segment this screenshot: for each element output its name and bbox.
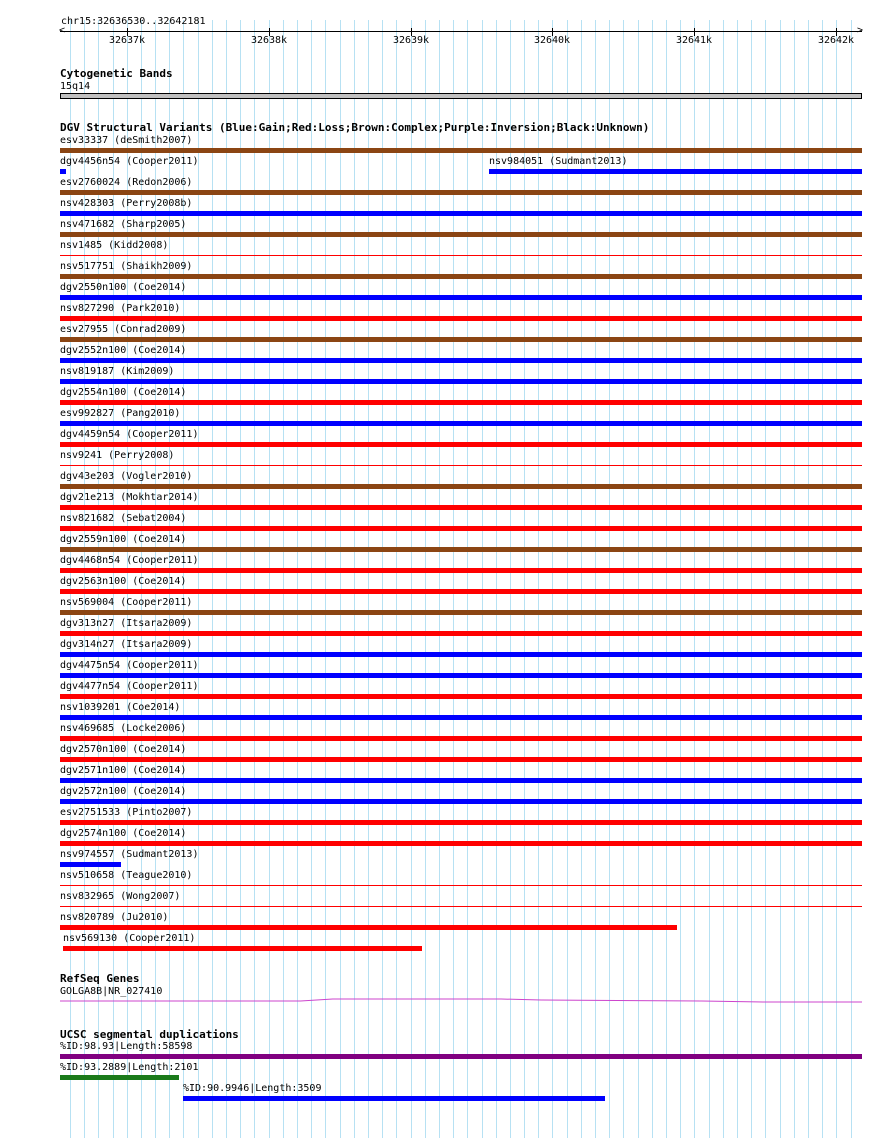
cyto-track-title: Cytogenetic Bands: [60, 67, 173, 80]
dgv-variant-bar[interactable]: [60, 862, 121, 867]
gridline: [482, 20, 483, 1138]
gridline: [425, 20, 426, 1138]
dgv-variant-bar[interactable]: [60, 421, 862, 426]
gridline: [652, 20, 653, 1138]
dgv-variant-bar[interactable]: [60, 631, 862, 636]
dgv-variant-label[interactable]: dgv21e213 (Mokhtar2014): [60, 492, 199, 503]
gridline: [552, 20, 553, 1138]
dgv-variant-label[interactable]: nsv569004 (Cooper2011): [60, 597, 193, 608]
dgv-variant-label[interactable]: dgv4456n54 (Cooper2011): [60, 156, 199, 167]
ruler-right-arrow: >: [857, 25, 864, 36]
dgv-variant-bar[interactable]: [60, 736, 862, 741]
dgv-variant-label[interactable]: nsv820789 (Ju2010): [60, 912, 169, 923]
cyto-band-label: 15q14: [60, 81, 91, 92]
segdup-bar[interactable]: [183, 1096, 605, 1101]
gridline: [212, 20, 213, 1138]
dgv-variant-bar[interactable]: [60, 400, 862, 405]
dgv-variant-bar[interactable]: [60, 465, 862, 466]
dgv-variant-bar[interactable]: [60, 694, 862, 699]
gridline: [709, 20, 710, 1138]
gridline: [765, 20, 766, 1138]
gridline: [325, 20, 326, 1138]
segdup-label[interactable]: %ID:90.9946|Length:3509: [183, 1083, 322, 1094]
gridline: [269, 20, 270, 1138]
gridline: [198, 20, 199, 1138]
dgv-variant-bar[interactable]: [60, 673, 862, 678]
dgv-variant-label[interactable]: dgv2574n100 (Coe2014): [60, 828, 187, 839]
gridline: [283, 20, 284, 1138]
dgv-variant-bar[interactable]: [60, 148, 862, 153]
gridline: [666, 20, 667, 1138]
dgv-variant-label[interactable]: dgv2554n100 (Coe2014): [60, 387, 187, 398]
gridline: [737, 20, 738, 1138]
dgv-variant-bar[interactable]: [60, 652, 862, 657]
dgv-variant-label[interactable]: dgv4468n54 (Cooper2011): [60, 555, 199, 566]
refseq-gene-label[interactable]: GOLGA8B|NR_027410: [60, 986, 163, 997]
gridline: [595, 20, 596, 1138]
gridline: [354, 20, 355, 1138]
dgv-variant-bar[interactable]: [60, 820, 862, 825]
dgv-variant-label[interactable]: dgv314n27 (Itsara2009): [60, 639, 193, 650]
dgv-variant-bar[interactable]: [60, 442, 862, 447]
ruler-left-arrow: <: [59, 25, 66, 36]
refseq-gene-line[interactable]: [0, 994, 890, 1006]
dgv-variant-label[interactable]: nsv510658 (Teague2010): [60, 870, 193, 881]
dgv-variant-label[interactable]: dgv4459n54 (Cooper2011): [60, 429, 199, 440]
segdup-label[interactable]: %ID:98.93|Length:58598: [60, 1041, 193, 1052]
dgv-variant-bar[interactable]: [60, 925, 677, 930]
gridline: [254, 20, 255, 1138]
gridline: [851, 20, 852, 1138]
gridline: [510, 20, 511, 1138]
dgv-variant-bar[interactable]: [60, 715, 862, 720]
gridline: [368, 20, 369, 1138]
ruler-tick-label: 32642k: [817, 35, 855, 46]
ruler-tick-label: 32638k: [250, 35, 288, 46]
gridline: [836, 20, 837, 1138]
dgv-variant-bar[interactable]: [60, 505, 862, 510]
dgv-variant-label[interactable]: esv2751533 (Pinto2007): [60, 807, 193, 818]
dgv-variant-bar[interactable]: [60, 358, 862, 363]
dgv-variant-bar[interactable]: [60, 316, 862, 321]
gridline: [780, 20, 781, 1138]
segdup-label[interactable]: %ID:93.2889|Length:2101: [60, 1062, 199, 1073]
gridline: [609, 20, 610, 1138]
dgv-variant-bar[interactable]: [60, 232, 862, 237]
segdup-bar[interactable]: [60, 1075, 179, 1080]
refseq-track-title: RefSeq Genes: [60, 972, 140, 985]
gridline: [623, 20, 624, 1138]
dgv-variant-label[interactable]: dgv2563n100 (Coe2014): [60, 576, 187, 587]
gridline: [240, 20, 241, 1138]
dgv-variant-bar[interactable]: [60, 799, 862, 804]
gridline: [226, 20, 227, 1138]
dgv-variant-bar[interactable]: [60, 547, 862, 552]
gridline: [340, 20, 341, 1138]
dgv-variant-bar[interactable]: [60, 778, 862, 783]
segdup-bar[interactable]: [60, 1054, 862, 1059]
dgv-variant-bar[interactable]: [60, 190, 862, 195]
dgv-variant-bar[interactable]: [60, 295, 862, 300]
dgv-variant-label[interactable]: nsv827290 (Park2010): [60, 303, 181, 314]
gridline: [794, 20, 795, 1138]
dgv-variant-label[interactable]: dgv4475n54 (Cooper2011): [60, 660, 199, 671]
segdup-track-title: UCSC segmental duplications: [60, 1028, 239, 1041]
gridline: [694, 20, 695, 1138]
gridline: [467, 20, 468, 1138]
dgv-variant-bar[interactable]: [60, 379, 862, 384]
gridline: [524, 20, 525, 1138]
gridline: [453, 20, 454, 1138]
dgv-variant-label[interactable]: dgv4477n54 (Cooper2011): [60, 681, 199, 692]
gridline: [638, 20, 639, 1138]
dgv-variant-label[interactable]: esv992827 (Pang2010): [60, 408, 181, 419]
gridline: [382, 20, 383, 1138]
gridline: [567, 20, 568, 1138]
dgv-variant-label[interactable]: esv27955 (Conrad2009): [60, 324, 187, 335]
dgv-variant-bar[interactable]: [60, 526, 862, 531]
gridline: [297, 20, 298, 1138]
dgv-variant-label[interactable]: dgv2572n100 (Coe2014): [60, 786, 187, 797]
dgv-variant-bar[interactable]: [60, 589, 862, 594]
gridline: [538, 20, 539, 1138]
dgv-variant-bar[interactable]: [60, 255, 862, 256]
gridline: [751, 20, 752, 1138]
dgv-variant-label[interactable]: esv33337 (deSmith2007): [60, 135, 193, 146]
dgv-variant-label[interactable]: nsv569130 (Cooper2011): [63, 933, 196, 944]
dgv-variant-label[interactable]: nsv819187 (Kim2009): [60, 366, 175, 377]
dgv-variant-label[interactable]: dgv2570n100 (Coe2014): [60, 744, 187, 755]
dgv-variant-label[interactable]: esv2760024 (Redon2006): [60, 177, 193, 188]
dgv-variant-bar[interactable]: [60, 841, 862, 846]
dgv-track-title: DGV Structural Variants (Blue:Gain;Red:Loss;Brown:Complex;Purple:Inversion;Black:Unknown): [60, 121, 650, 134]
gridline: [396, 20, 397, 1138]
gridline: [581, 20, 582, 1138]
dgv-variant-bar[interactable]: [60, 211, 862, 216]
gridline: [822, 20, 823, 1138]
dgv-variant-label[interactable]: dgv313n27 (Itsara2009): [60, 618, 193, 629]
dgv-variant-label[interactable]: nsv428303 (Perry2008b): [60, 198, 193, 209]
dgv-variant-bar[interactable]: [60, 757, 862, 762]
dgv-variant-label[interactable]: dgv2552n100 (Coe2014): [60, 345, 187, 356]
dgv-variant-label[interactable]: nsv9241 (Perry2008): [60, 450, 175, 461]
dgv-variant-label[interactable]: dgv2559n100 (Coe2014): [60, 534, 187, 545]
gridline: [411, 20, 412, 1138]
dgv-variant-label[interactable]: nsv469685 (Locke2006): [60, 723, 187, 734]
dgv-variant-bar[interactable]: [60, 568, 862, 573]
dgv-variant-bar[interactable]: [60, 906, 862, 907]
dgv-variant-bar[interactable]: [60, 337, 862, 342]
dgv-variant-label[interactable]: nsv832965 (Wong2007): [60, 891, 181, 902]
ruler-tick-label: 32639k: [392, 35, 430, 46]
dgv-variant-label[interactable]: nsv984051 (Sudmant2013): [489, 156, 628, 167]
cyto-band[interactable]: [60, 93, 862, 99]
ruler-tick-label: 32640k: [533, 35, 571, 46]
gridline: [808, 20, 809, 1138]
dgv-variant-label[interactable]: dgv2571n100 (Coe2014): [60, 765, 187, 776]
dgv-variant-label[interactable]: dgv43e203 (Vogler2010): [60, 471, 193, 482]
ruler-tick-label: 32641k: [675, 35, 713, 46]
gridline: [723, 20, 724, 1138]
dgv-variant-label[interactable]: nsv821682 (Sebat2004): [60, 513, 187, 524]
dgv-variant-bar[interactable]: [60, 885, 862, 886]
gridline: [439, 20, 440, 1138]
dgv-variant-bar[interactable]: [60, 484, 862, 489]
ruler-tick-label: 32637k: [108, 35, 146, 46]
dgv-variant-bar[interactable]: [60, 274, 862, 279]
gridline: [496, 20, 497, 1138]
dgv-variant-label[interactable]: nsv974557 (Sudmant2013): [60, 849, 199, 860]
gridline: [311, 20, 312, 1138]
dgv-variant-bar[interactable]: [60, 169, 66, 174]
dgv-variant-bar[interactable]: [63, 946, 422, 951]
ruler-line: [60, 31, 862, 32]
dgv-variant-label[interactable]: nsv471682 (Sharp2005): [60, 219, 187, 230]
range-label: chr15:32636530..32642181: [61, 16, 206, 27]
dgv-variant-label[interactable]: dgv2550n100 (Coe2014): [60, 282, 187, 293]
dgv-variant-label[interactable]: nsv1039201 (Coe2014): [60, 702, 181, 713]
dgv-variant-bar[interactable]: [489, 169, 862, 174]
gridline: [680, 20, 681, 1138]
dgv-variant-label[interactable]: nsv1485 (Kidd2008): [60, 240, 169, 251]
dgv-variant-bar[interactable]: [60, 610, 862, 615]
dgv-variant-label[interactable]: nsv517751 (Shaikh2009): [60, 261, 193, 272]
